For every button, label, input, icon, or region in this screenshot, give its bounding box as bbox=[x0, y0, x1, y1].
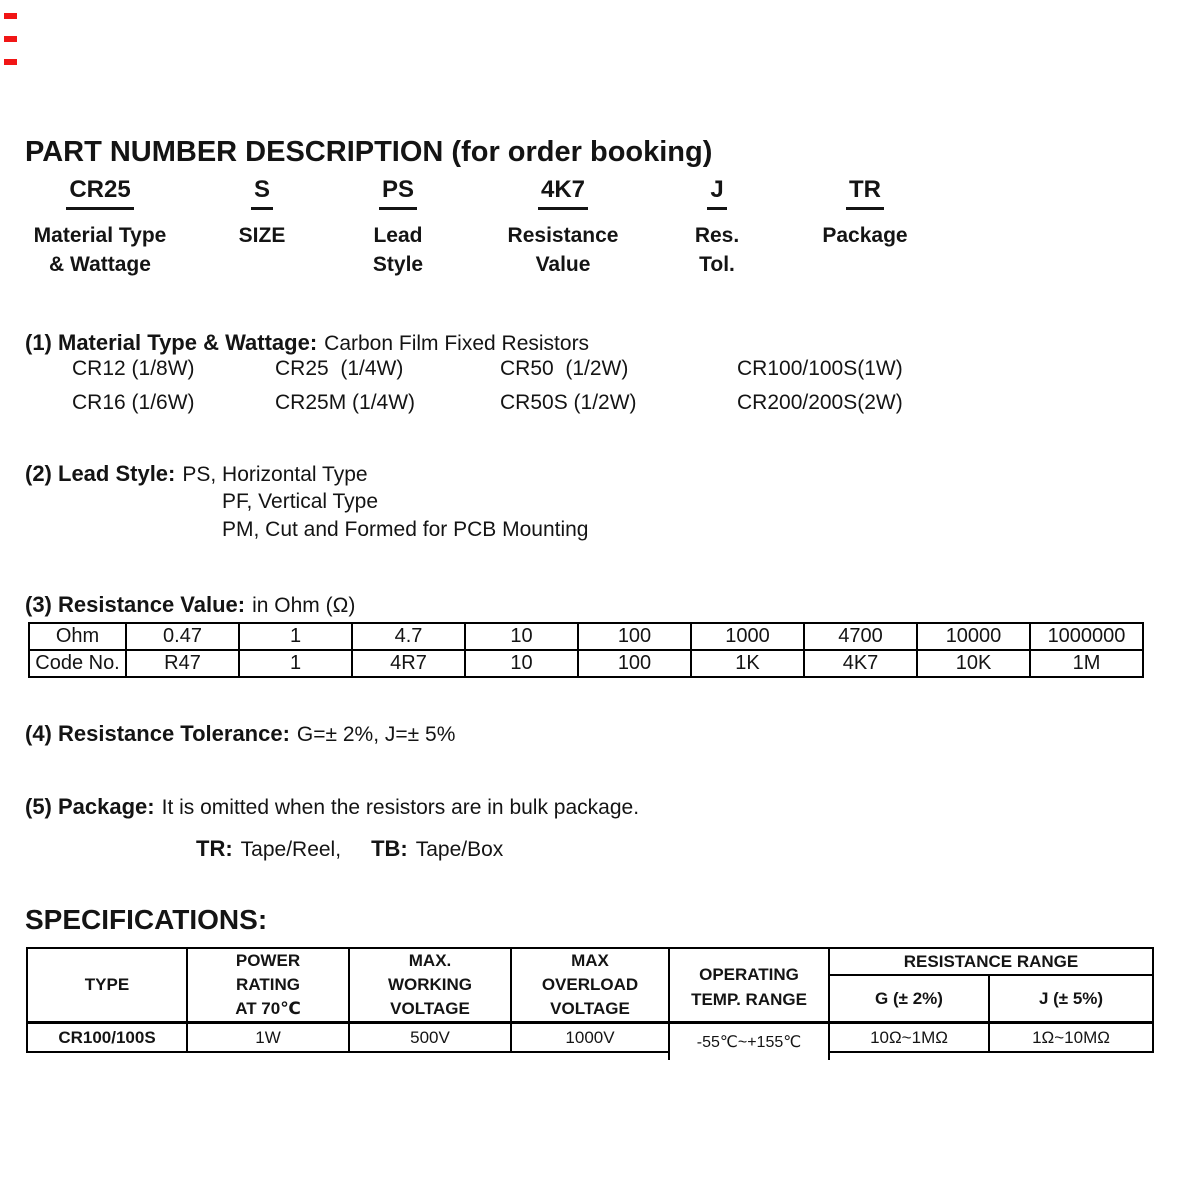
section-heading-bold: (2) Lead Style: bbox=[25, 461, 176, 486]
lead-style-line: PF, Vertical Type bbox=[222, 490, 379, 513]
spec-value-overload-voltage: 1000V bbox=[512, 1024, 668, 1053]
spec-header-operating-temp-range bbox=[668, 949, 830, 1024]
package-codes-line bbox=[196, 836, 503, 862]
res-code-cell: 1K bbox=[691, 650, 804, 677]
spec-value-range-g: 10Ω~1MΩ bbox=[830, 1024, 990, 1053]
part-code-label bbox=[795, 221, 935, 250]
spec-value-temp-range: -55℃~+155℃ bbox=[668, 1024, 830, 1060]
res-ohm-cell: 10 bbox=[465, 623, 578, 650]
res-ohm-cell: 10000 bbox=[917, 623, 1030, 650]
part-code-label bbox=[328, 221, 468, 279]
part-code-cell bbox=[647, 176, 787, 210]
header-line: VOLTAGE bbox=[550, 999, 630, 1018]
res-ohm-cell: 4700 bbox=[804, 623, 917, 650]
header-line: MAX bbox=[571, 951, 609, 970]
spec-value-power: 1W bbox=[188, 1024, 350, 1053]
specifications-heading: SPECIFICATIONS: bbox=[25, 904, 268, 935]
res-code-cell: 1M bbox=[1030, 650, 1143, 677]
spec-header-tolerance-g: G (± 2%) bbox=[830, 976, 990, 1024]
label-line: Resistance bbox=[507, 224, 619, 247]
section-heading-tail: Carbon Film Fixed Resistors bbox=[324, 332, 590, 355]
label-line: Lead bbox=[373, 224, 423, 247]
res-ohm-cell: 4.7 bbox=[352, 623, 465, 650]
res-code-cell: Code No. bbox=[29, 650, 126, 677]
package-tb-label: TB: bbox=[371, 836, 408, 861]
page-title: PART NUMBER DESCRIPTION (for order booking) bbox=[25, 136, 713, 168]
section-heading-bold: (5) Package: bbox=[25, 794, 155, 819]
material-type-item: CR50 (1/2W) bbox=[500, 357, 629, 380]
part-code-cell bbox=[488, 176, 638, 210]
res-code-cell: 10K bbox=[917, 650, 1030, 677]
header-line: RATING bbox=[236, 975, 300, 994]
part-code: 4K7 bbox=[538, 176, 588, 210]
res-code-cell: 1 bbox=[239, 650, 352, 677]
res-ohm-cell: 1 bbox=[239, 623, 352, 650]
section-heading-tail: G=± 2%, J=± 5% bbox=[296, 723, 456, 746]
section-heading-tail: It is omitted when the resistors are in bulk package. bbox=[161, 796, 640, 819]
red-edge-mark bbox=[4, 36, 17, 42]
section-heading-bold: (3) Resistance Value: bbox=[25, 592, 246, 617]
section-heading-bold: (1) Material Type & Wattage: bbox=[25, 330, 318, 355]
part-code: J bbox=[707, 176, 726, 210]
package-tb-value: Tape/Box bbox=[415, 838, 504, 861]
material-type-item: CR100/100S(1W) bbox=[737, 357, 903, 380]
section-heading-bold: (4) Resistance Tolerance: bbox=[25, 721, 290, 746]
res-code-cell: 4R7 bbox=[352, 650, 465, 677]
table-row bbox=[29, 650, 1143, 677]
header-line: VOLTAGE bbox=[390, 999, 470, 1018]
resistance-value-table bbox=[28, 622, 1144, 678]
label-line: Package bbox=[822, 224, 908, 247]
header-line: MAX. bbox=[408, 951, 452, 970]
label-line: Material Type bbox=[33, 224, 167, 247]
material-type-item: CR12 (1/8W) bbox=[72, 357, 195, 380]
spec-header-max-overload-voltage bbox=[512, 949, 668, 1024]
section-5-heading bbox=[25, 794, 639, 820]
part-code-label bbox=[488, 221, 638, 279]
material-type-item: CR25M (1/4W) bbox=[275, 391, 416, 414]
material-type-item: CR50S (1/2W) bbox=[500, 391, 637, 414]
section-1-heading bbox=[25, 330, 589, 356]
header-line: AT 70℃ bbox=[235, 999, 301, 1018]
part-code-cell bbox=[25, 176, 175, 210]
table-row bbox=[29, 623, 1143, 650]
res-ohm-cell: 1000000 bbox=[1030, 623, 1143, 650]
label-line: Value bbox=[535, 253, 591, 276]
label-line: Tol. bbox=[699, 253, 735, 276]
header-line: TEMP. RANGE bbox=[691, 990, 807, 1009]
res-code-cell: R47 bbox=[126, 650, 239, 677]
section-3-heading bbox=[25, 592, 355, 618]
res-ohm-cell: Ohm bbox=[29, 623, 126, 650]
specifications-table bbox=[26, 947, 1154, 1053]
res-ohm-cell: 1000 bbox=[691, 623, 804, 650]
res-ohm-cell: 100 bbox=[578, 623, 691, 650]
spec-value-working-voltage: 500V bbox=[350, 1024, 512, 1053]
part-code-label bbox=[647, 221, 787, 279]
package-tr-label: TR: bbox=[196, 836, 233, 861]
part-code: CR25 bbox=[66, 176, 133, 210]
header-line: POWER bbox=[235, 951, 301, 970]
spec-header-resistance-range: RESISTANCE RANGE bbox=[830, 949, 1152, 976]
res-code-cell: 100 bbox=[578, 650, 691, 677]
part-code-cell bbox=[795, 176, 935, 210]
spec-value-type: CR100/100S bbox=[28, 1024, 188, 1053]
lead-style-line: PS, Horizontal Type bbox=[182, 463, 368, 486]
section-heading-tail: in Ohm (Ω) bbox=[252, 594, 356, 617]
res-code-cell: 10 bbox=[465, 650, 578, 677]
material-type-item: CR25 (1/4W) bbox=[275, 357, 404, 380]
res-code-cell: 4K7 bbox=[804, 650, 917, 677]
lead-style-line: PM, Cut and Formed for PCB Mounting bbox=[222, 518, 589, 541]
label-line: SIZE bbox=[238, 224, 286, 247]
red-edge-mark bbox=[4, 13, 17, 19]
spec-header-tolerance-j: J (± 5%) bbox=[990, 976, 1152, 1024]
header-line: OPERATING bbox=[699, 965, 799, 984]
part-code: TR bbox=[846, 176, 884, 210]
spec-header-type: TYPE bbox=[28, 949, 188, 1024]
part-code-label bbox=[192, 221, 332, 250]
label-line: Res. bbox=[694, 224, 740, 247]
header-line: OVERLOAD bbox=[541, 975, 639, 994]
section-2-heading bbox=[25, 461, 368, 487]
red-edge-mark bbox=[4, 59, 17, 65]
res-ohm-cell: 0.47 bbox=[126, 623, 239, 650]
label-line: & Wattage bbox=[49, 253, 151, 276]
part-code-cell bbox=[192, 176, 332, 210]
part-code-label bbox=[25, 221, 175, 279]
package-tr-value: Tape/Reel, bbox=[240, 838, 342, 861]
spec-header-max-working-voltage bbox=[350, 949, 512, 1024]
part-code-cell bbox=[328, 176, 468, 210]
spec-value-range-j: 1Ω~10MΩ bbox=[990, 1024, 1152, 1053]
header-line: WORKING bbox=[387, 975, 473, 994]
part-code: PS bbox=[379, 176, 417, 210]
label-line: Style bbox=[372, 253, 424, 276]
part-code: S bbox=[251, 176, 273, 210]
spec-header-power-rating bbox=[188, 949, 350, 1024]
section-4-heading bbox=[25, 721, 455, 747]
material-type-item: CR16 (1/6W) bbox=[72, 391, 195, 414]
material-type-item: CR200/200S(2W) bbox=[737, 391, 903, 414]
